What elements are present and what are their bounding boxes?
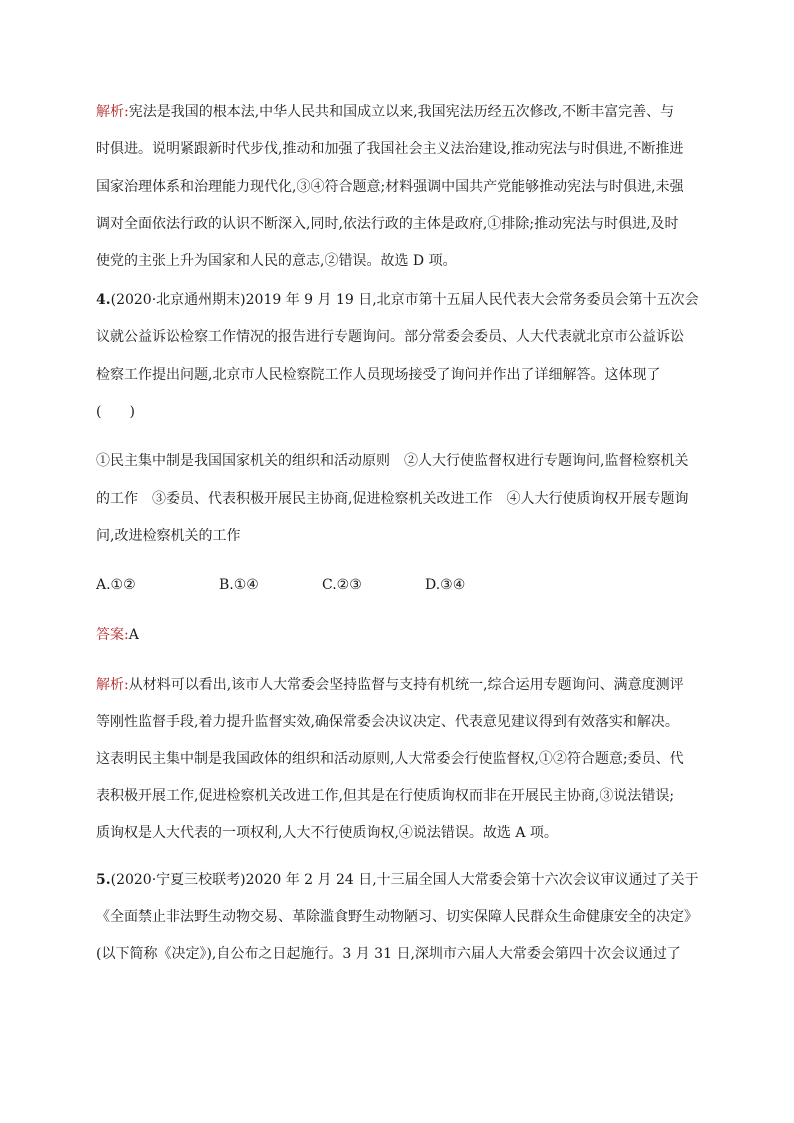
statement-line: ①民主集中制是我国国家机关的组织和活动原则 ②人大行使监督权进行专题询问,监督检察机关 <box>96 453 689 469</box>
question-5 <box>96 870 700 970</box>
answer-blank: ( ) <box>96 404 135 420</box>
question-line: 《全面禁止非法野生动物交易、革除滥食野生动物陋习、切实保障人民群众生命健康安全的决定》 <box>96 909 698 925</box>
analysis-line: 国家治理体系和治理能力现代化,③④符合题意;材料强调中国共产党能够推动宪法与时俱进,未强 <box>96 179 684 195</box>
question-line <box>96 870 699 890</box>
analysis-line: 使党的主张上升为国家和人民的意志,②错误。故选 D 项。 <box>96 253 457 269</box>
analysis-label: 解析: <box>96 104 129 120</box>
question-4 <box>96 290 700 850</box>
analysis-line <box>96 675 684 695</box>
answer-line <box>96 625 139 645</box>
question-line <box>96 290 699 310</box>
option-b: B.①④ <box>219 577 259 593</box>
answer-label: 答案: <box>96 627 129 643</box>
analysis-text: 宪法是我国的根本法,中华人民共和国成立以来,我国宪法历经五次修改,不断丰富完善、与 <box>128 104 675 120</box>
question-line: 议就公益诉讼检察工作情况的报告进行专题询问。部分常委会委员、人大代表就北京市公益诉讼 <box>96 329 684 345</box>
question-number: 5. <box>96 872 111 888</box>
analysis-text: 从材料可以看出,该市人大常委会坚持监督与支持有机统一,综合运用专题询问、满意度测评 <box>128 677 684 693</box>
analysis-line: 时俱进。说明紧跟新时代步伐,推动和加强了我国社会主义法治建设,推动宪法与时俱进,不断推进 <box>96 141 684 157</box>
statement-line: 的工作 ③委员、代表积极开展民主协商,促进检察机关改进工作 ④人大行使质询权开展专题询 <box>96 491 689 507</box>
option-d: D.③④ <box>425 577 466 593</box>
question-line: 检察工作提出问题,北京市人民检察院工作人员现场接受了询问并作出了详细解答。这体现了 <box>96 367 661 383</box>
question-line: (以下简称《决定》),自公布之日起施行。3 月 31 日,深圳市六届人大常委会第四十次会议通过了 <box>96 946 681 962</box>
analysis-line <box>96 102 674 122</box>
analysis-line: 这表明民主集中制是我国政体的组织和活动原则,人大常委会行使监督权,①②符合题意;委员、代 <box>96 751 684 767</box>
analysis-line: 调对全面依法行政的认识不断深入,同时,依法行政的主体是政府,①排除;推动宪法与时俱进,及时 <box>96 216 679 232</box>
analysis-line: 等刚性监督手段,着力提升监督实效,确保常委会决议决定、代表意见建议得到有效落实和解决。 <box>96 714 679 730</box>
option-a: A.①② <box>96 577 136 593</box>
option-c: C.②③ <box>322 577 362 593</box>
answer-value: A <box>128 627 139 643</box>
question-stem: (2020·北京通州期末)2019 年 9 月 19 日,北京市第十五届人民代表大会常务委员会第十五次会 <box>110 292 699 308</box>
analysis-line: 表积极开展工作,促进检察机关改进工作,但其是在行使质询权而非在开展民主协商,③说法错误; <box>96 788 675 804</box>
question-stem: (2020·宁夏三校联考)2020 年 2 月 24 日,十三届全国人大常委会第十六次会议审议通过了关于 <box>110 872 699 888</box>
options-row <box>96 575 700 595</box>
analysis-3 <box>96 102 700 272</box>
analysis-line: 质询权是人大代表的一项权利,人大不行使质询权,④说法错误。故选 A 项。 <box>96 825 558 841</box>
question-number: 4. <box>96 292 111 308</box>
statement-line: 问,改进检察机关的工作 <box>96 528 241 544</box>
analysis-label: 解析: <box>96 677 129 693</box>
